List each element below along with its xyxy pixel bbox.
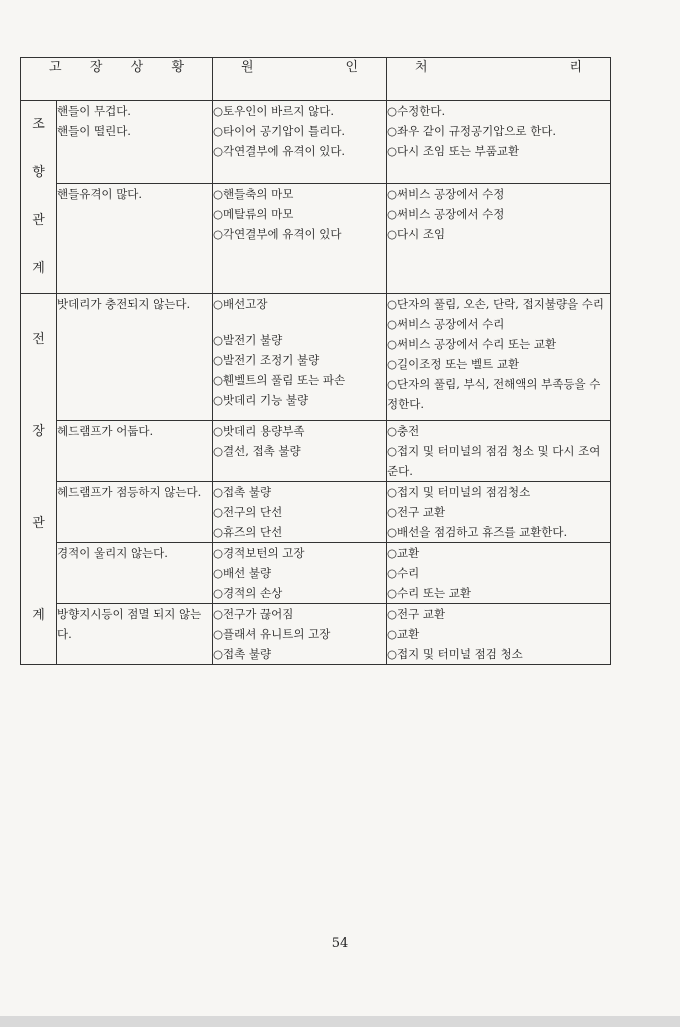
action-item: ○길이조정 또는 벨트 교환 <box>387 357 520 371</box>
action-cell <box>387 604 611 665</box>
cause-item: ○전구가 끊어짐 <box>213 607 294 621</box>
category-char: 전 <box>32 332 45 347</box>
troubleshooting-table <box>20 57 611 665</box>
table-row <box>21 183 611 293</box>
situation-text: 핸들이 떨린다. <box>57 124 131 138</box>
action-cell <box>387 421 611 482</box>
action-item: ○배선을 점검하고 휴즈를 교환한다. <box>387 525 568 539</box>
table-row <box>21 543 611 604</box>
action-item: ○다시 조임 <box>387 226 446 241</box>
action-item: ○전구 교환 <box>387 505 446 519</box>
cause-item: ○전구의 단선 <box>213 505 283 519</box>
category-steering <box>21 101 57 294</box>
category-char: 향 <box>32 165 45 180</box>
cause-item: ○접촉 불량 <box>213 647 272 661</box>
situation-cell <box>57 543 213 604</box>
cause-item: ○결선, 접촉 불량 <box>213 444 301 458</box>
table-row <box>21 101 611 184</box>
header-situation <box>21 58 213 101</box>
header-char: 리 <box>569 60 582 75</box>
action-item: ○써비스 공장에서 수정 <box>387 206 505 221</box>
cause-item: ○접촉 불량 <box>213 485 272 499</box>
situation-text: 헤드램프가 점등하지 않는다. <box>57 485 202 499</box>
cause-cell <box>213 604 387 665</box>
situation-text: 핸들유격이 많다. <box>57 186 143 201</box>
category-char: 장 <box>32 424 45 439</box>
action-item: ○충전 <box>387 424 420 438</box>
header-char: 장 <box>89 60 103 75</box>
situation-cell <box>57 604 213 665</box>
situation-text: 경적이 울리지 않는다. <box>57 546 168 560</box>
action-cell <box>387 482 611 543</box>
cause-item: ○토우인이 바르지 않다. <box>213 104 334 118</box>
category-char: 관 <box>32 516 45 531</box>
action-item: ○단자의 풀림, 오손, 단락, 접지불량을 수리 <box>387 297 605 311</box>
situation-cell <box>57 183 213 293</box>
action-item: ○접지 및 터미널 점검 청소 <box>387 647 523 661</box>
action-item: ○수정한다. <box>387 104 446 118</box>
action-item: ○써비스 공장에서 수리 <box>387 317 505 331</box>
action-item: ○전구 교환 <box>387 607 446 621</box>
cause-cell <box>213 543 387 604</box>
header-char: 인 <box>345 60 358 75</box>
category-char: 관 <box>32 213 45 228</box>
category-char: 조 <box>32 117 45 132</box>
situation-text: 방향지시등이 점멸 되지 않는다. <box>57 607 202 641</box>
table-row <box>21 604 611 665</box>
cause-cell <box>213 101 387 184</box>
cause-item: ○배선 불량 <box>213 566 272 580</box>
cause-item: ○메탈류의 마모 <box>213 206 294 221</box>
header-char: 고 <box>49 60 62 75</box>
cause-item: ○경적의 손상 <box>213 586 283 600</box>
cause-cell <box>213 294 387 421</box>
header-char: 처 <box>415 60 428 75</box>
action-item: ○교환 <box>387 546 420 560</box>
action-cell <box>387 183 611 293</box>
header-row <box>21 58 611 101</box>
cause-item: ○타이어 공기압이 틀리다. <box>213 124 346 138</box>
situation-cell <box>57 421 213 482</box>
action-cell <box>387 101 611 184</box>
header-cause <box>213 58 387 101</box>
cause-cell <box>213 482 387 543</box>
cause-item: ○핸들축의 마모 <box>213 186 294 201</box>
action-item: ○접지 및 터미널의 점검청소 <box>387 485 531 499</box>
situation-cell <box>57 101 213 184</box>
action-cell <box>387 294 611 421</box>
cause-cell <box>213 183 387 293</box>
cause-item: ○밧데리 용량부족 <box>213 424 305 438</box>
cause-item: ○발전기 불량 <box>213 333 283 347</box>
action-item: ○단자의 풀림, 부식, 전해액의 부족등을 수정한다. <box>387 377 601 411</box>
action-cell <box>387 543 611 604</box>
cause-item: ○휴즈의 단선 <box>213 525 283 539</box>
action-item: ○교환 <box>387 627 420 641</box>
situation-cell <box>57 294 213 421</box>
action-item: ○수리 <box>387 566 420 580</box>
action-item: ○써비스 공장에서 수리 또는 교환 <box>387 337 557 351</box>
cause-item: ○발전기 조정기 불량 <box>213 353 320 367</box>
action-item: ○수리 또는 교환 <box>387 586 471 600</box>
situation-text: 헤드램프가 어둡다. <box>57 424 154 438</box>
table-row <box>21 421 611 482</box>
header-char: 원 <box>241 60 254 75</box>
situation-cell <box>57 482 213 543</box>
action-item: ○좌우 같이 규정공기압으로 한다. <box>387 124 557 138</box>
action-item: ○써비스 공장에서 수정 <box>387 186 505 201</box>
category-char: 계 <box>32 261 45 276</box>
header-char: 황 <box>171 60 184 75</box>
header-char: 상 <box>130 60 144 75</box>
table-row <box>21 294 611 421</box>
cause-item: ○밧데리 기능 불량 <box>213 393 309 407</box>
situation-text: 핸들이 무겁다. <box>57 104 131 118</box>
header-action <box>387 58 611 101</box>
category-electrical <box>21 294 57 665</box>
page-number: 54 <box>331 936 349 951</box>
cause-item: ○각연결부에 유격이 있다. <box>213 144 346 158</box>
cause-item: ○배선고장 <box>213 297 268 311</box>
cause-item: ○경적보턴의 고장 <box>213 546 305 560</box>
cause-item: ○휀벨트의 풀림 또는 파손 <box>213 373 346 387</box>
cause-cell <box>213 421 387 482</box>
category-char: 계 <box>32 608 45 623</box>
action-item: ○접지 및 터미널의 점검 청소 및 다시 조여준다. <box>387 444 601 478</box>
cause-item: ○플래셔 유니트의 고장 <box>213 627 331 641</box>
cause-item: ○각연결부에 유격이 있다 <box>213 226 342 241</box>
situation-text: 밧데리가 충전되지 않는다. <box>57 297 191 311</box>
table-row <box>21 482 611 543</box>
action-item: ○다시 조임 또는 부품교환 <box>387 144 520 158</box>
scan-edge <box>0 1016 680 1027</box>
